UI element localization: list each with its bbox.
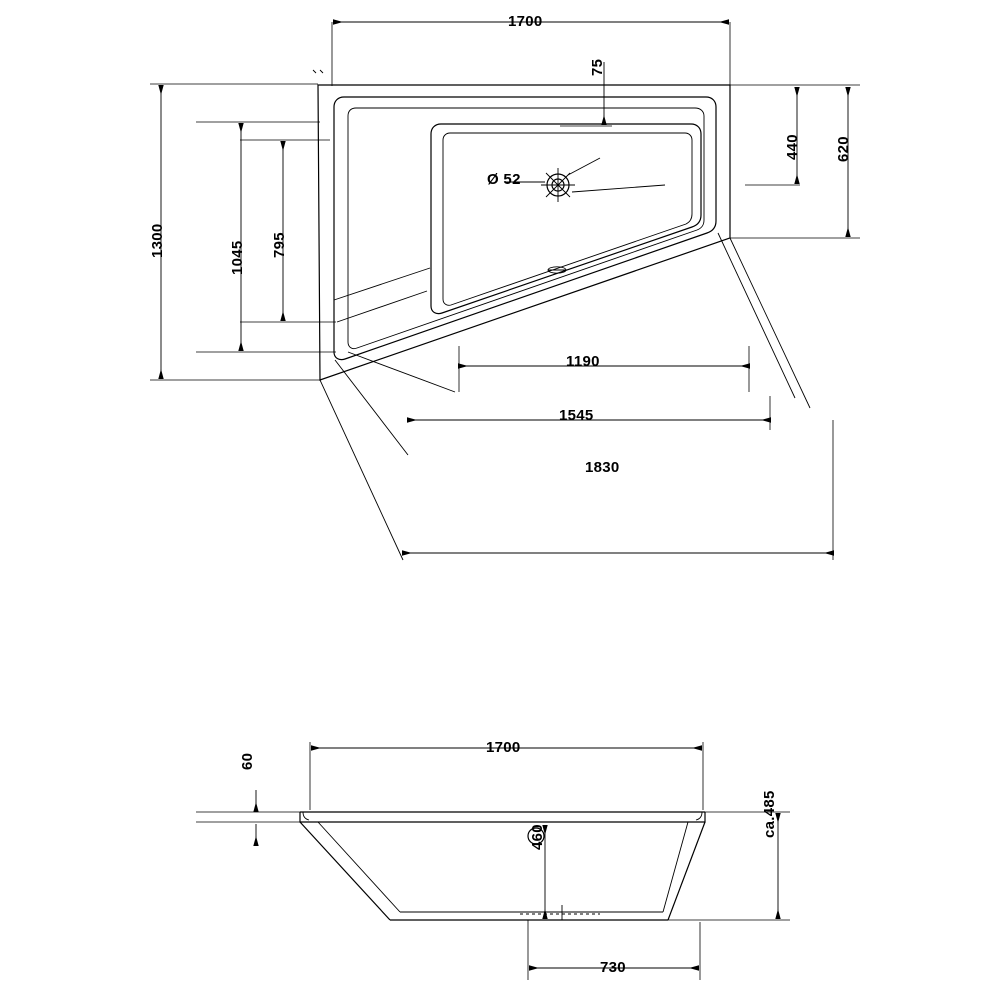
- dim-label-795: 795: [271, 232, 288, 258]
- dim-label-620: 620: [835, 136, 852, 162]
- dim-label-440: 440: [784, 134, 801, 160]
- dim-1300: [150, 84, 320, 380]
- dim-label-1300: 1300: [149, 223, 166, 258]
- dim-60: [196, 790, 300, 845]
- corner-tick-marks: [313, 70, 323, 73]
- top-view-tub-outline: [318, 85, 730, 380]
- drain-symbol-top: [505, 158, 665, 202]
- dim-1045: [196, 122, 336, 352]
- dim-label-60: 60: [239, 752, 256, 770]
- section-view-outline: [300, 812, 705, 920]
- dim-label-730: 730: [600, 959, 626, 976]
- dim-label-section-1700: 1700: [486, 739, 521, 756]
- dim-label-1045: 1045: [229, 240, 246, 275]
- dim-label-drain-diameter: Ø 52: [487, 171, 521, 188]
- dim-label-1545: 1545: [559, 407, 594, 424]
- dim-1190: [459, 346, 749, 392]
- dim-1700-top: [332, 22, 730, 86]
- dim-795: [240, 140, 336, 322]
- dim-label-1190: 1190: [566, 353, 600, 370]
- dim-label-460: 460: [529, 824, 546, 850]
- dim-label-1830: 1830: [585, 459, 620, 476]
- dim-1830: [403, 420, 833, 560]
- dim-label-1700-top: 1700: [508, 13, 543, 30]
- dim-label-75: 75: [589, 58, 606, 76]
- dim-label-ca485: ca.485: [761, 790, 778, 838]
